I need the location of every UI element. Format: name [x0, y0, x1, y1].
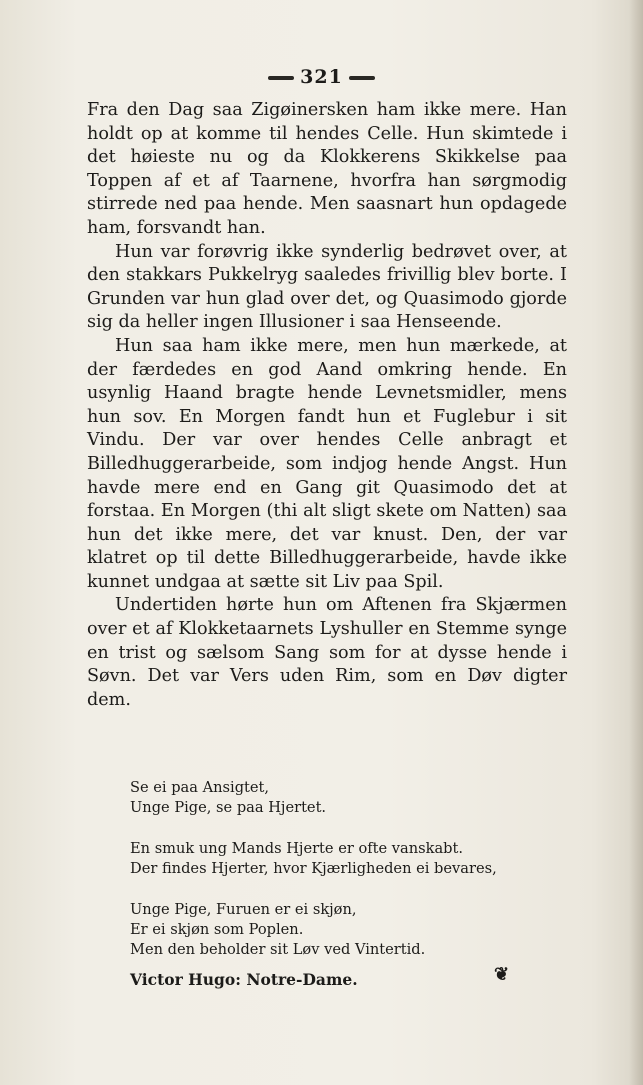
header-ornament-right — [349, 76, 375, 80]
poem-stanza-2 — [130, 839, 560, 879]
attribution: Victor Hugo: Notre-Dame. — [130, 970, 358, 989]
paragraph-1: Fra den Dag saa Zigøinersken ham ikke mere. Han holdt op at komme til hendes Celle. Hun skimtede i det høieste nu og da Klokkerens Skikkelse paa Toppen af et af Taarnene, hvorfra han sørgmodig stirrede ned paa hende. Men saasnart hun opdagede ham, forsvandt han. — [87, 100, 567, 238]
body-text — [87, 99, 567, 712]
page-edge-shadow — [629, 0, 643, 1085]
header-ornament-left — [268, 76, 294, 80]
poem-line: Se ei paa Ansigtet, — [130, 779, 270, 796]
page-header — [0, 66, 643, 88]
poem — [130, 778, 560, 981]
poem-stanza-1 — [130, 778, 560, 818]
end-ornament-icon: ❦ — [494, 964, 510, 985]
poem-line: En smuk ung Mands Hjerte er ofte vanskabt. — [130, 840, 463, 857]
poem-stanza-3 — [130, 900, 560, 960]
paragraph-4: Undertiden hørte hun om Aftenen fra Skjærmen over et af Klokketaarnets Lyshuller en Stemme synge en trist og sælsom Sang som for at dysse hende i Søvn. Det var Vers uden Rim, som en Døv digter dem. — [87, 595, 567, 710]
poem-line: Er ei skjøn som Poplen. — [130, 921, 304, 938]
poem-line: Unge Pige, se paa Hjertet. — [130, 799, 327, 816]
poem-line: Der findes Hjerter, hvor Kjærligheden ei bevares, — [130, 860, 497, 877]
paragraph-3: Hun saa ham ikke mere, men hun mærkede, at der færdedes en god Aand omkring hende. En usynlig Haand bragte hende Levnetsmidler, mens hun sov. En Morgen fandt hun et Fuglebur i sit Vindu. Der var over hendes Celle anbragt et Billedhuggerarbeide, som indjog hende Angst. Hun havde mere end en Gang git Quasimodo det at forstaa. En Morgen (thi alt sligt skete om Natten) saa hun det ikke mere, det var knust. Den, der var klatret op til dette Billedhuggerarbeide, havde ikke kunnet undgaa at sætte sit Liv paa Spil. — [87, 335, 567, 592]
poem-line: Men den beholder sit Løv ved Vintertid. — [130, 941, 426, 958]
page-number: 321 — [300, 66, 343, 88]
poem-line: Unge Pige, Furuen er ei skjøn, — [130, 901, 357, 918]
paragraph-2: Hun var forøvrig ikke synderlig bedrøvet over, at den stakkars Pukkelryg saaledes frivillig blev borte. I Grunden var hun glad over det, og Quasimodo gjorde sig da heller ingen Illusioner i saa Henseende. — [87, 241, 567, 333]
